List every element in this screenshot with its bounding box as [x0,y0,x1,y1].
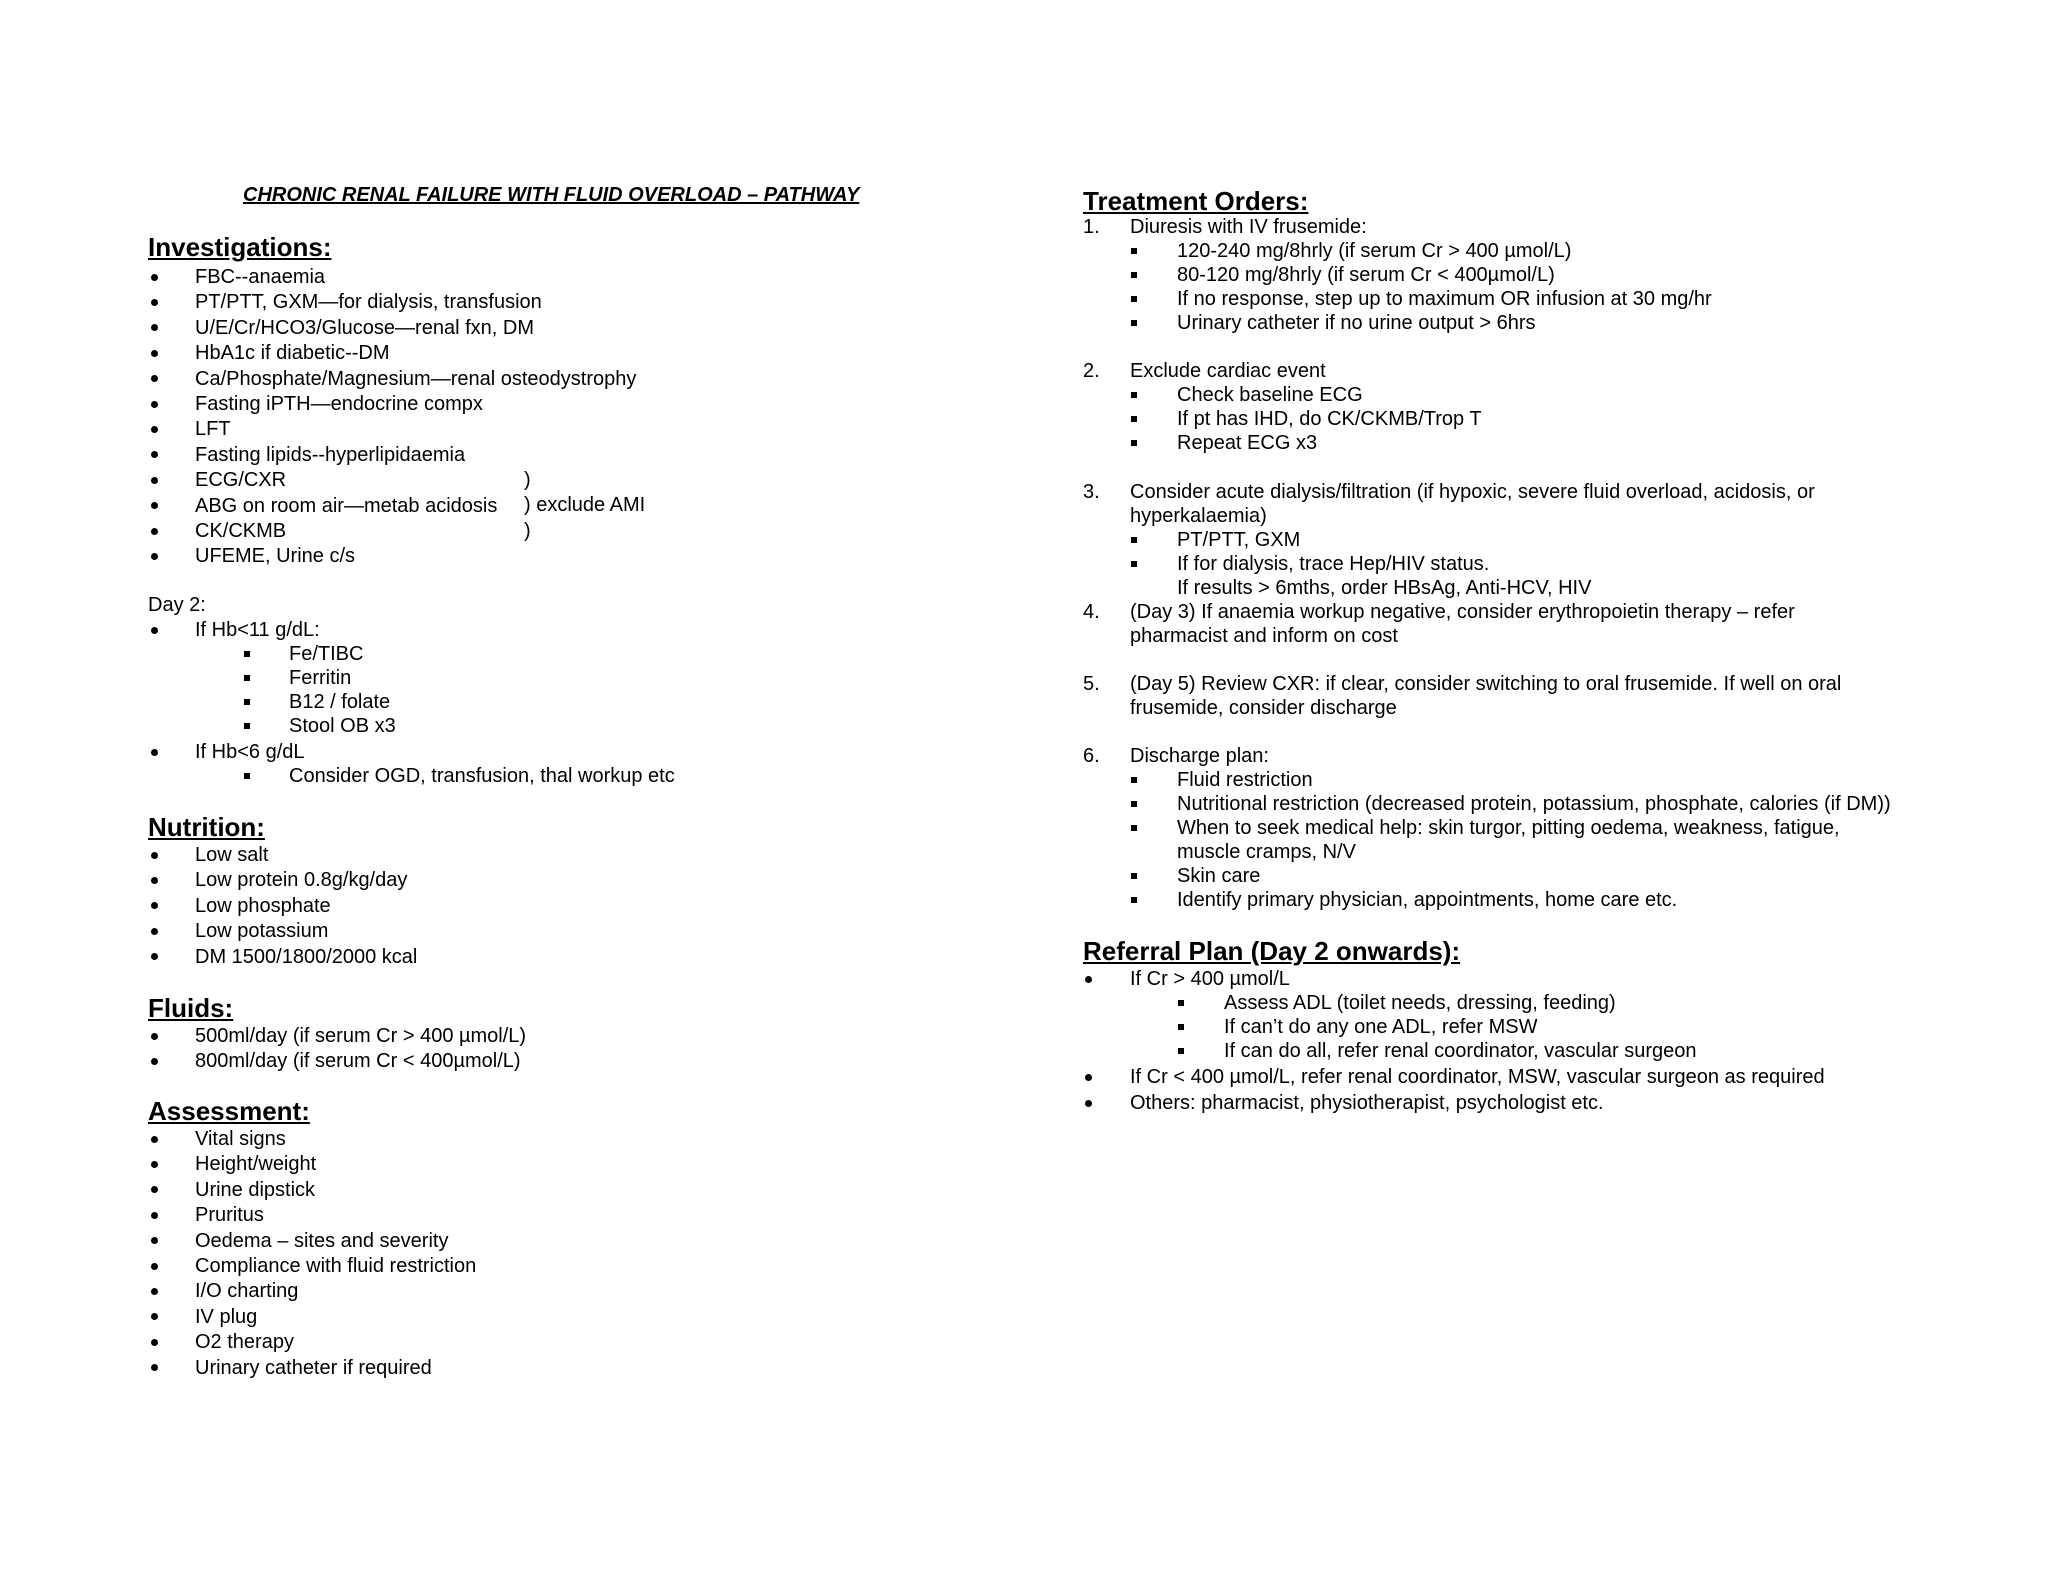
list-bullet [151,740,163,764]
list-bullet [151,468,163,492]
list-item: Pruritus [195,1204,264,1227]
item-number: 5. [1083,673,1100,695]
list-bullet [151,1330,163,1354]
list-bullet [1131,263,1143,287]
list-item: If for dialysis, trace Hep/HIV status. [1177,553,1490,575]
list-bullet [151,290,163,314]
list-bullet [1131,552,1143,576]
list-bullet [151,868,163,892]
list-item: LFT [195,418,231,441]
list-item: Fluid restriction [1177,769,1313,791]
list-bullet [1131,407,1143,431]
treatment-item-5: (Day 5) Review CXR: if clear, consider switching to oral frusemide. If well on oral [1130,673,1842,695]
treatment-item-4: (Day 3) If anaemia workup negative, consider erythropoietin therapy – refer [1130,601,1795,623]
list-bullet [1085,1091,1097,1115]
list-item: When to seek medical help: skin turgor, pitting oedema, weakness, fatigue, [1177,817,1840,839]
bracket-bottom: ) [524,520,531,542]
treatment-item-1: Diuresis with IV frusemide: [1130,216,1367,238]
list-item: O2 therapy [195,1331,294,1354]
list-item: If pt has IHD, do CK/CKMB/Trop T [1177,408,1482,430]
list-item: CK/CKMB [195,520,287,542]
list-item: Skin care [1177,865,1261,887]
list-item: Urinary catheter if no urine output > 6hrs [1177,312,1536,334]
list-bullet [151,894,163,918]
list-item: Stool OB x3 [289,715,396,737]
list-item: Ferritin [289,667,352,689]
list-bullet [151,618,163,642]
list-item: HbA1c if diabetic--DM [195,342,390,365]
list-bullet [151,1279,163,1303]
list-bullet [151,519,163,543]
list-item: Compliance with fluid restriction [195,1255,477,1277]
list-bullet [151,1229,163,1253]
treatment-item-5-cont: frusemide, consider discharge [1130,697,1397,719]
list-bullet [151,945,163,969]
list-item: Urinary catheter if required [195,1356,432,1379]
list-item: FBC--anaemia [195,266,326,288]
list-item: UFEME, Urine c/s [195,545,356,568]
list-item: Urine dipstick [195,1178,316,1201]
list-bullet [151,1305,163,1329]
list-item: Repeat ECG x3 [1177,432,1318,454]
treatment-heading: Treatment Orders: [1083,186,1309,216]
list-bullet [151,316,163,340]
list-item: Fasting iPTH—endocrine compx [195,393,483,415]
list-item: PT/PTT, GXM—for dialysis, transfusion [195,291,542,314]
list-item: 120-240 mg/8hrly (if serum Cr > 400 µmol/L) [1177,240,1572,262]
list-item: Oedema – sites and severity [195,1229,449,1252]
list-bullet [151,1254,163,1278]
treatment-item-3-extra: If results > 6mths, order HBsAg, Anti-HCV, HIV [1177,577,1592,599]
item-number: 4. [1083,601,1100,623]
list-bullet [151,265,163,289]
list-bullet [151,1024,163,1048]
referral-item-2: If Cr < 400 µmol/L, refer renal coordinator, MSW, vascular surgeon as required [1130,1066,1825,1088]
list-item: I/O charting [195,1280,299,1303]
treatment-item-2: Exclude cardiac event [1130,360,1326,382]
list-bullet [151,1356,163,1380]
bracket-top: ) [524,469,531,491]
list-item: Fasting lipids--hyperlipidaemia [195,443,466,466]
referral-item-1: If Cr > 400 µmol/L [1130,968,1290,990]
list-bullet [1131,528,1143,552]
item-number: 3. [1083,481,1100,503]
treatment-item-3: Consider acute dialysis/filtration (if hypoxic, severe fluid overload, acidosis, or [1130,481,1815,503]
list-bullet [151,919,163,943]
page-title: CHRONIC RENAL FAILURE WITH FLUID OVERLOAD – PATHWAY [243,184,860,206]
list-bullet [151,341,163,365]
treatment-item-3-cont: hyperkalaemia) [1130,505,1267,527]
list-bullet [151,1178,163,1202]
list-bullet [151,1049,163,1073]
list-bullet [151,443,163,467]
day2-hb11: If Hb<11 g/dL: [195,619,320,641]
item-number: 2. [1083,360,1100,382]
list-item: Vital signs [195,1128,286,1150]
list-bullet [1131,768,1143,792]
list-bullet [151,494,163,518]
list-item: U/E/Cr/HCO3/Glucose—renal fxn, DM [195,316,534,339]
list-bullet [1131,311,1143,335]
list-bullet [1178,1039,1190,1063]
investigations-heading: Investigations: [148,232,332,262]
list-bullet [1131,383,1143,407]
list-bullet [151,1152,163,1176]
list-bullet [1178,991,1190,1015]
day2-hb6: If Hb<6 g/dL [195,741,305,763]
list-bullet [1085,967,1097,991]
list-bullet [1131,431,1143,455]
list-bullet [244,764,256,788]
list-item: Low potassium [195,920,329,943]
referral-heading: Referral Plan (Day 2 onwards): [1083,936,1461,966]
list-item: Low phosphate [195,894,331,917]
list-bullet [1131,864,1143,888]
list-item: Low salt [195,844,269,866]
item-number: 6. [1083,745,1100,767]
list-bullet [244,714,256,738]
list-item: Check baseline ECG [1177,384,1363,406]
list-bullet [1131,239,1143,263]
day2-label: Day 2: [148,594,206,616]
list-item: Height/weight [195,1153,317,1176]
list-item: B12 / folate [289,691,391,713]
list-item: DM 1500/1800/2000 kcal [195,945,418,968]
assessment-heading: Assessment: [148,1096,310,1126]
list-bullet [1178,1015,1190,1039]
list-bullet [151,1127,163,1151]
list-item: 80-120 mg/8hrly (if serum Cr < 400µmol/L) [1177,264,1555,286]
nutrition-heading: Nutrition: [148,812,265,842]
list-bullet [151,843,163,867]
list-item: If no response, step up to maximum OR infusion at 30 mg/hr [1177,288,1712,310]
list-item: Nutritional restriction (decreased protein, potassium, phosphate, calories (if DM)) [1177,793,1891,815]
list-bullet [244,642,256,666]
list-item: ABG on room air—metab acidosis [195,494,498,517]
list-item: Fe/TIBC [289,643,364,665]
list-item: Consider OGD, transfusion, thal workup etc [289,765,675,787]
referral-item-3: Others: pharmacist, physiotherapist, psychologist etc. [1130,1092,1604,1114]
list-bullet [1131,888,1143,912]
item-number: 1. [1083,216,1100,238]
list-item: IV plug [195,1305,258,1328]
list-bullet [244,690,256,714]
treatment-item-4-cont: pharmacist and inform on cost [1130,625,1398,647]
treatment-item-6: Discharge plan: [1130,745,1269,767]
list-bullet [151,1203,163,1227]
list-item: Low protein 0.8g/kg/day [195,869,408,892]
list-bullet [244,666,256,690]
list-bullet [151,392,163,416]
list-item: ECG/CXR [195,469,287,492]
list-bullet [151,544,163,568]
list-bullet [1131,287,1143,311]
bracket-exclude-ami: ) exclude AMI [524,494,646,516]
fluids-heading: Fluids: [148,993,234,1023]
list-item: Ca/Phosphate/Magnesium—renal osteodystrophy [195,367,637,390]
list-bullet [151,367,163,391]
list-item: PT/PTT, GXM [1177,529,1301,551]
list-item: 800ml/day (if serum Cr < 400µmol/L) [195,1050,521,1073]
list-item: Assess ADL (toilet needs, dressing, feeding) [1224,992,1616,1014]
list-bullet [1085,1065,1097,1089]
list-item: Identify primary physician, appointments, home care etc. [1177,889,1678,911]
list-item-cont: muscle cramps, N/V [1177,841,1356,863]
list-item: If can’t do any one ADL, refer MSW [1224,1016,1538,1038]
list-bullet [151,417,163,441]
list-bullet [1131,816,1143,840]
list-item: 500ml/day (if serum Cr > 400 µmol/L) [195,1025,527,1047]
list-item: If can do all, refer renal coordinator, vascular surgeon [1224,1040,1697,1062]
list-bullet [1131,792,1143,816]
